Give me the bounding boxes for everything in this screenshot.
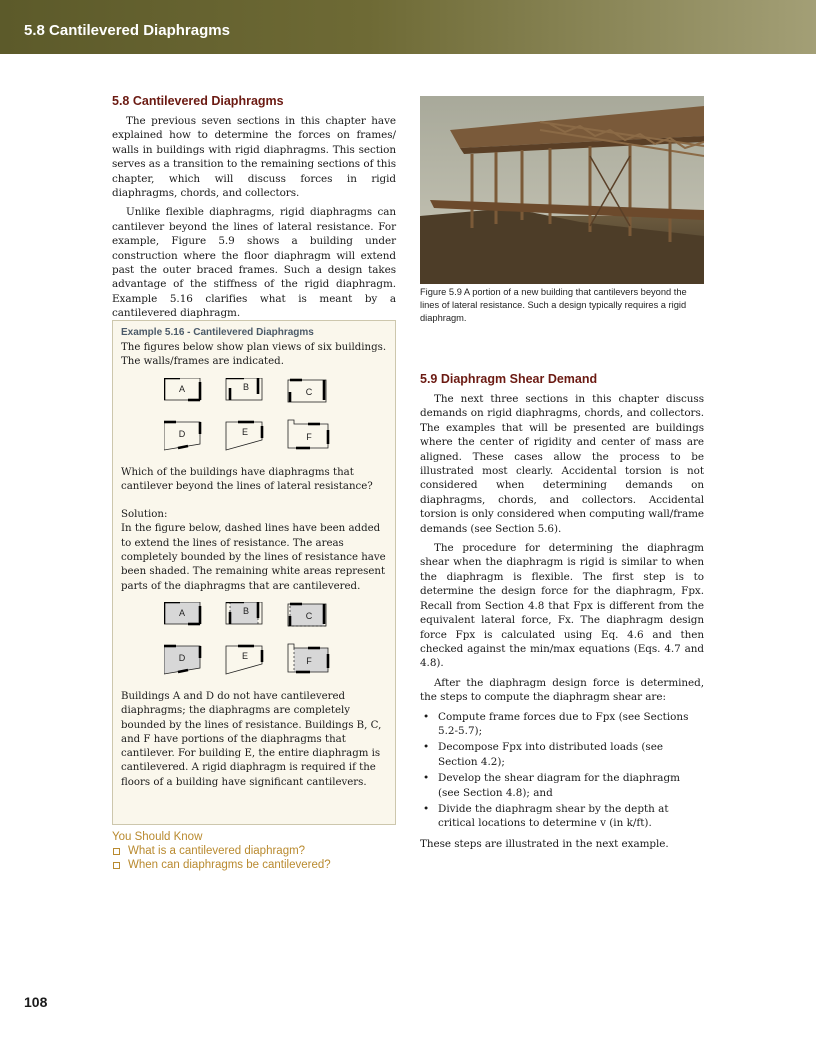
label-b: B [242, 381, 250, 392]
building-plans-shaded [164, 602, 344, 680]
section-5-9 [420, 372, 704, 856]
svg-text:E: E [241, 650, 249, 661]
checkbox-icon [113, 862, 120, 869]
page-number: 108 [24, 994, 48, 1010]
svg-text:C: C [305, 610, 313, 621]
example-conclusion: Buildings A and D do not have cantilevered diaphragms; the diaphragms are completely bounded by the lines of resistance. Buildings B, C, and F have portions of the diaphragms that cantilever. For building E, the entire diaphragm is cantilevered. A rigid diaphragm is required if the floors of a building have significant cantilevers. [121, 690, 382, 788]
list-item: • Develop the shear diagram for the diaphragm (see Section 4.8); and [423, 772, 680, 799]
svg-text:F: F [306, 655, 312, 666]
list-item: • Compute frame forces due to Fpx (see Sections 5.2-5.7); [423, 710, 689, 737]
svg-text:A: A [178, 607, 186, 618]
checkbox-icon [113, 848, 120, 855]
example-5-16-box [112, 320, 396, 825]
running-header-title: 5.8 Cantilevered Diaphragms [24, 22, 230, 39]
example-title: Example 5.16 - Cantilevered Diaphragms [121, 327, 314, 338]
svg-text:D: D [178, 652, 186, 663]
header-band [0, 0, 816, 54]
label-e: E [241, 426, 249, 437]
label-c: C [305, 386, 313, 397]
figure-5-9-caption: Figure 5.9 A portion of a new building that cantilevers beyond the lines of lateral resistance. Such a design typically requires a rigid diaphragm. [420, 287, 687, 323]
you-should-know [112, 831, 331, 873]
construction-photo-illustration [420, 96, 704, 284]
right-column [420, 96, 704, 324]
list-item: • Decompose Fpx into distributed loads (see Section 4.2); [423, 741, 664, 768]
label-f: F [306, 431, 312, 442]
label-d: D [178, 428, 186, 439]
section-5-9-paragraph-4: These steps are illustrated in the next example. [420, 837, 669, 850]
example-intro: The figures below show plan views of six buildings. The walls/frames are indicated. [121, 342, 387, 368]
left-column [112, 94, 396, 326]
label-a: A [178, 383, 186, 394]
solution-label: Solution: [121, 509, 168, 521]
section-5-8-paragraph-1: The previous seven sections in this chapter have explained how to determine the forces on frames/ walls in buildings with rigid diaphragms. This section serves as a transition to the remaining sections of this chapter, which will discuss forces in rigid diaphragms, chords, and collectors. [112, 115, 396, 200]
figure-5-9-photo [420, 96, 704, 284]
section-5-8-heading: 5.8 Cantilevered Diaphragms [112, 94, 284, 108]
svg-text:B: B [242, 605, 250, 616]
plan-views-svg [164, 378, 344, 456]
section-5-9-paragraph-3: After the diaphragm design force is determined, the steps to compute the diaphragm shear are: [420, 676, 704, 704]
you-should-know-item: What is a cantilevered diaphragm? [112, 845, 331, 857]
you-should-know-heading: You Should Know [112, 831, 203, 843]
section-5-9-heading: 5.9 Diaphragm Shear Demand [420, 372, 598, 386]
list-item: • Divide the diaphragm shear by the depth at critical locations to determine v (in k/ft). [423, 802, 669, 830]
building-plans-original [164, 378, 344, 456]
you-should-know-item: When can diaphragms be cantilevered? [112, 859, 331, 871]
example-question: Which of the buildings have diaphragms that cantilever beyond the lines of lateral resistance? [121, 466, 373, 492]
plan-views-shaded-svg [164, 602, 344, 680]
section-5-9-paragraph-2: The procedure for determining the diaphragm shear when the diaphragm is rigid is similar to when the diaphragm is flexible. The first step is to determine the design force for the diaphragm, Fpx. Recall from Section 4.8 that Fpx is different from the equivalent lateral force, Fx. The diaphragm design force Fpx is calculated using Eq. 4.6 and then checked against the min/max equations (Eqs. 4.7 and 4.8). [420, 542, 704, 670]
section-5-8-paragraph-2: Unlike flexible diaphragms, rigid diaphragms can cantilever beyond the lines of lateral resistance. For example, Figure 5.9 shows a building under construction where the floor diaphragm will extend past the outer braced frames. Such a design takes advantage of the stiffness of the rigid diaphragm. Example 5.16 clarifies what is meant by a cantilevered diaphragm. [112, 206, 396, 320]
section-5-9-paragraph-1: The next three sections in this chapter discuss demands on rigid diaphragms, chords, and collectors. The examples that will be presented are buildings where the center of rigidity and center of mass are aligned. These cases allow the process to be illustrated most clearly. Accidental torsion is not considered when determining demands on diaphragms, chords, and collectors. Accidental torsion is only considered when computing wall/frame demands (see Section 5.6). [420, 393, 704, 535]
steps-list [420, 710, 704, 831]
solution-text: In the figure below, dashed lines have been added to extend the lines of resistance. The areas completely bounded by the lines of resistance have been shaded. The remaining white areas represent parts of the diaphragms that are cantilevered. [121, 523, 386, 592]
